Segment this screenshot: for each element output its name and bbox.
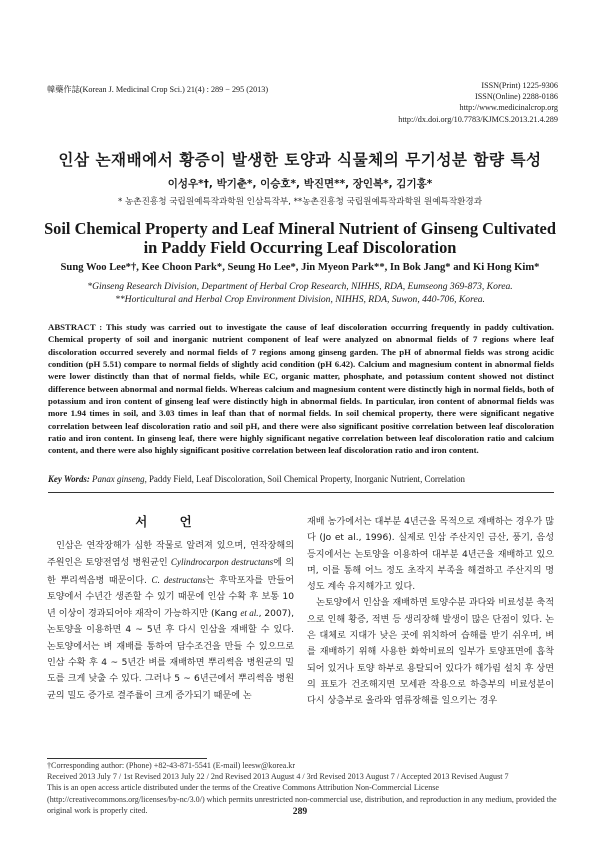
keywords bbox=[48, 474, 554, 484]
english-authors: Sung Woo Lee*†, Kee Choon Park*, Seung Ho Lee*, Jin Myeon Park**, In Bok Jang* and Ki Hong Kim* bbox=[60, 262, 540, 273]
english-title-line-1: Soil Chemical Property and Leaf Mineral Nutrient of Ginseng Cultivated bbox=[44, 219, 556, 238]
english-title-line-2: in Paddy Field Occurring Leaf Discoloration bbox=[143, 238, 457, 257]
page-number: 289 bbox=[292, 806, 308, 817]
body-column-right bbox=[307, 514, 554, 710]
english-title bbox=[40, 219, 560, 257]
affiliation-1: *Ginseng Research Division, Department of Herbal Crop Research, NIHHS, RDA, Eumseong 369-873, Korea. bbox=[87, 281, 513, 292]
footnote-divider bbox=[47, 758, 207, 759]
abstract-label: ABSTRACT : bbox=[48, 322, 103, 332]
affiliation-2: **Horticultural and Herbal Crop Environment Division, NIHHS, RDA, Suwon, 440-706, Korea. bbox=[115, 294, 485, 306]
corresponding-author: †Corresponding author: (Phone) +82-43-871-5541 (E-mail) leesw@korea.kr bbox=[47, 761, 296, 770]
keywords-divider bbox=[48, 492, 554, 493]
received-dates: Received 2013 July 7 / 1st Revised 2013 July 22 / 2nd Revised 2013 August 4 / 3rd Revised 2013 August 7 / Accepted 2013 Revised August 7 bbox=[47, 772, 509, 782]
keywords-label: Key Words: bbox=[48, 474, 90, 484]
body-paragraph: 논토양에서 인삼을 재배하면 토양수분 과다와 비료성분 축적으로 인해 황증, 적변 등 생리장해 발생이 많은 단점이 있다. 논은 대체로 지대가 낮은 곳에 위치하여 습해를 받기 쉬우며, 벼를 재배하기 위해 사용한 화학비료의 일부가 토양표면에 흡착되어 있거나 토양 하부로 용탈되어 있다가 해가림 설치 후 상면의 표토가 건조해지면 모세관 작용으로 하층부의 비료성분이 다시 상층부로 올라와 염류장해를 일으키는 경우 bbox=[307, 598, 554, 707]
issn-print: ISSN(Print) 1225-9306 bbox=[481, 81, 558, 90]
body-column-left bbox=[47, 514, 294, 704]
journal-citation: 韓藥作誌(Korean J. Medicinal Crop Sci.) 21(4) : 289 − 295 (2013) bbox=[47, 85, 269, 94]
abstract bbox=[48, 321, 554, 457]
keyword-species: Panax ginseng bbox=[92, 474, 145, 484]
keywords-list: , Paddy Field, Leaf Discoloration, Soil Chemical Property, Inorganic Nutrient, Correlation bbox=[144, 474, 465, 484]
license-note: This is an open access article distributed under the terms of the Creative Commons Attribution Non-Commercial License (http://creativecommons.org/licenses/by-nc/3.0/) which permits unrestricted non-commercial use, distribution, and reproduction in any medium, provided the original work is properly cited. bbox=[47, 783, 557, 815]
issn-online: ISSN(Online) 2288-0186 bbox=[474, 92, 558, 102]
journal-website[interactable]: http://www.medicinalcrop.org bbox=[459, 103, 558, 113]
body-paragraph: 재배 농가에서는 대부분 4년근을 목적으로 재배하는 경우가 많다 (Jo et al., 1996). 실제로 인삼 주산지인 금산, 풍기, 음성 등지에서는 논토양을 이용하여 대부분 4년근을 재배하고 있으며, 이를 통해 어느 정도 초작지 부족을 해결하고 주산지의 명성도 계속 유지해가고 있다. bbox=[307, 517, 554, 593]
korean-affiliation: * 농촌진흥청 국립원예특작과학원 인삼특작부, **농촌진흥청 국립원예특작과학원 원예특작환경과 bbox=[117, 197, 483, 207]
section-title-introduction: 서 언 bbox=[135, 514, 206, 529]
issn-block bbox=[328, 80, 558, 125]
korean-authors: 이성우*†, 박기춘*, 이승호*, 박진면**, 장인복*, 김기홍* bbox=[167, 178, 433, 190]
abstract-text: This study was carried out to investigate the cause of leaf discoloration occurring frequently in paddy cultivation. Chemical property of soil and inorganic nutrient component of leaf were analyzed on abnormal fields of 7 regions where leaf discoloration occurred severely and normal fields of 7 regions among ginseng garden. The pH of abnormal fields was strong acidic condition (pH 5.51) compare to normal fields of slightly acid condition (pH 6.42). Calcium and magnesium content in abnormal fields were lower distinctly than that of normal fields, while EC, organic matter, phosphate, and potassium content showed not distinct difference between abnormal and normal fields. Whereas calcium and magnesium content were distinctly high in normal fields, both of potassium and iron content of ginseng leaf were distinctly high in abnormal fields. In particular, iron content of abnormal fields was more 1.94 times in soil, and 3.03 times in leaf than that of normal fields. In soil chemical property, there were significant negative correlation between leaf discoloration ratio and soil pH, and there were also significant positive correlation between leaf discoloration ratio and iron content. In ginseng leaf, there were highly significant negative correlation between leaf discoloration ratio and calcium content, and there were also highly significant positive correlation between leaf discoloration ratio and iron content. bbox=[48, 322, 554, 456]
english-affiliations bbox=[30, 280, 570, 306]
body-paragraph: 인삼은 연작장해가 심한 작물로 알려져 있으며, 연작장해의 주원인은 토양전염성 병원균인 Cylindrocarpon destructans에 의한 뿌리썩음병 때문이다. C. destructans는 후막포자를 만들어 토양에서 수년간 생존할 수 있기 때문에 인삼 수확 후 보통 10년 이상이 경과되어야 재작이 가능하지만 (Kang et al., 2007), 논토양을 이용하면 4 ~ 5년 후 다시 인삼을 재배할 수 있다. 논토양에서는 벼 재배를 통하여 담수조건을 만들 수 있으므로 인삼 수확 후 4 ~ 5년간 벼를 재배하면 뿌리썩음 병원균의 밀도를 크게 낮출 수 있다. 그러나 5 ~ 6년근에서 뿌리썩음 병원균의 밀도 증가로 결주률이 크게 증가되기 때문에 논 bbox=[47, 541, 295, 701]
korean-title: 인삼 논재배에서 황증이 발생한 토양과 식물체의 무기성분 함량 특성 bbox=[58, 151, 542, 169]
doi-link[interactable]: http://dx.doi.org/10.7783/KJMCS.2013.21.4.289 bbox=[398, 114, 558, 124]
